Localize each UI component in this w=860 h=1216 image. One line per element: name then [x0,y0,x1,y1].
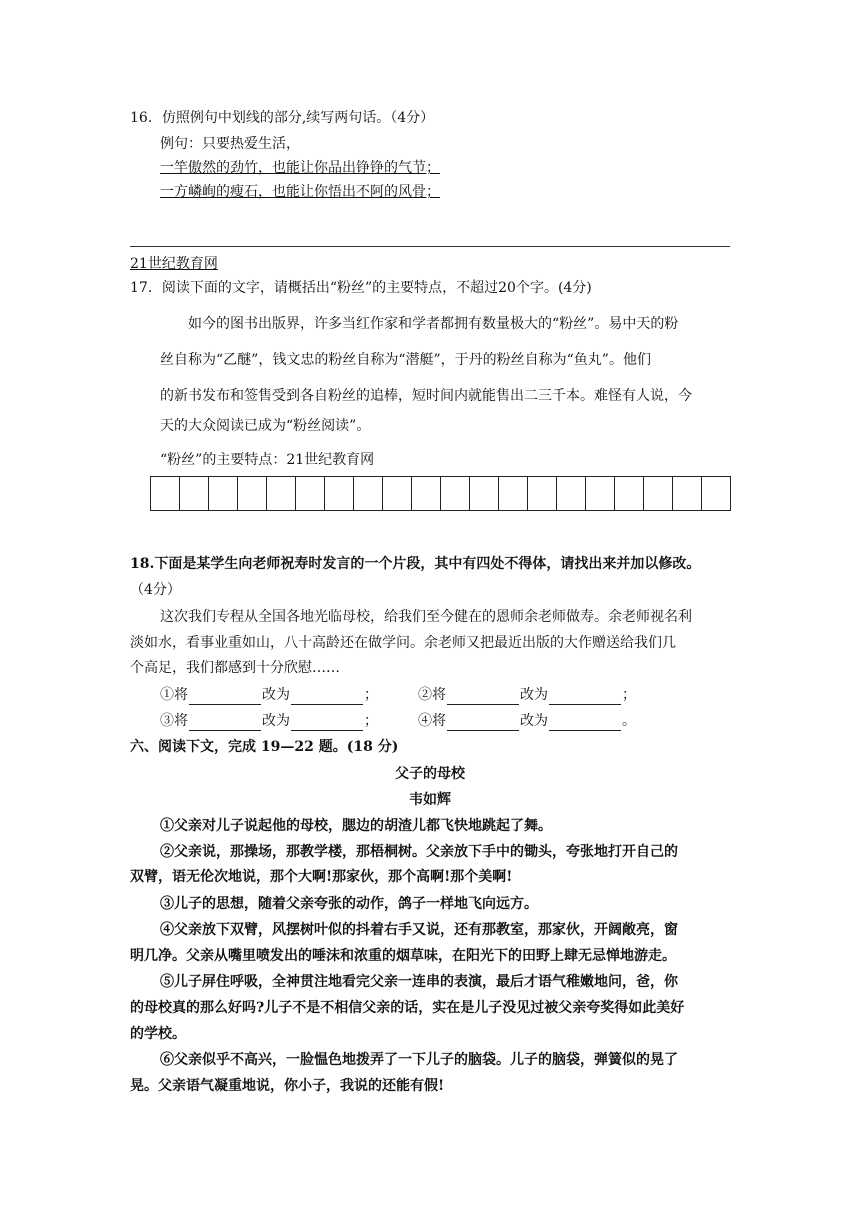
fill-3-mid: 改为 [262,713,290,729]
q16-example-line-1: 一竿傲然的劲竹，也能让你品出铮铮的气节； [160,160,440,176]
answer-divider-line [130,246,730,247]
answer-grid-cell[interactable] [644,477,673,511]
passage-author: 韦如辉 [409,792,451,808]
fill-2-prefix: ②将 [418,687,446,703]
fill-2-blank-b[interactable] [549,690,621,705]
q16-example-label: 例句：只要热爱生活， [160,136,300,152]
fill-2-mid: 改为 [520,687,548,703]
fill-4-blank-b[interactable] [549,716,621,731]
q18-paragraph-line-1: 这次我们专程从全国各地光临母校，给我们至今健在的恩师余老师做寿。余老师视名利 [160,609,692,625]
section-6-heading: 六、阅读下文，完成 19—22 题。(18 分) [130,739,399,755]
q18-paragraph-line-3: 个高足，我们都感到十分欣慰…… [130,660,340,676]
fill-2-end: ； [622,687,636,703]
answer-grid-cell[interactable] [586,477,615,511]
q18-fill-item-4 [418,711,636,731]
fill-3-blank-a[interactable] [189,716,261,731]
watermark-text: 21世纪教育网 [130,256,218,272]
answer-grid-cell[interactable] [180,477,209,511]
q17-paragraph-line-3: 的新书发布和签售受到各自粉丝的追棒，短时间内就能售出二三千本。难怪有人说，今 [160,388,692,404]
answer-grid-cell[interactable] [702,477,731,511]
q18-fill-item-2 [418,685,636,705]
passage-paragraph-5-line-3: 的学校。 [130,1026,186,1042]
fill-4-blank-a[interactable] [447,716,519,731]
passage-paragraph-1: ①父亲对儿子说起他的母校，腮边的胡渣儿都飞快地跳起了舞。 [160,818,552,834]
passage-paragraph-5-line-1: ⑤儿子屏住呼吸，全神贯注地看完父亲一连串的表演，最后才语气稚嫩地问，爸，你 [160,974,678,990]
answer-grid-cell[interactable] [441,477,470,511]
q16-stem: 16．仿照例句中划线的部分,续写两句话。（4分） [130,110,435,126]
answer-grid-cell[interactable] [673,477,702,511]
passage-paragraph-6-line-2: 晃。父亲语气凝重地说，你小子，我说的还能有假! [130,1078,445,1094]
fill-4-end: 。 [622,713,636,729]
q17-paragraph-line-1: 如今的图书出版界，许多当红作家和学者都拥有数量极大的“粉丝”。易中天的粉 [188,316,679,332]
answer-grid-cell[interactable] [267,477,296,511]
fill-1-blank-a[interactable] [189,690,261,705]
q18-stem-line-1: 18.下面是某学生向老师祝寿时发言的一个片段，其中有四处不得体，请找出来并加以修改。 [130,556,701,572]
q16-example-line-2: 一方嶙峋的瘦石，也能让你悟出不阿的风骨； [160,184,440,200]
answer-grid-cell[interactable] [354,477,383,511]
passage-paragraph-2-line-2: 双臂，语无伦次地说，那个大啊!那家伙，那个高啊!那个美啊! [130,869,513,885]
passage-paragraph-6-line-1: ⑥父亲似乎不高兴，一脸愠色地拨弄了一下儿子的脑袋。儿子的脑袋，弹簧似的晃了 [160,1052,678,1068]
fill-3-prefix: ③将 [160,713,188,729]
fill-1-end: ； [364,687,378,703]
answer-grid-cell[interactable] [528,477,557,511]
passage-paragraph-2-line-1: ②父亲说，那操场，那教学楼，那梧桐树。父亲放下手中的锄头，夸张地打开自己的 [160,844,678,860]
answer-grid-cell[interactable] [238,477,267,511]
fill-3-end: ； [364,713,378,729]
fill-4-mid: 改为 [520,713,548,729]
fill-1-mid: 改为 [262,687,290,703]
q17-stem: 17．阅读下面的文字，请概括出“粉丝”的主要特点，不超过20个字。(4分) [130,280,592,296]
passage-paragraph-4-line-1: ④父亲放下双臂，风摆树叶似的抖着右手又说，还有那教室，那家伙，开阔敞亮，窗 [160,922,678,938]
passage-paragraph-5-line-2: 的母校真的那么好吗?儿子不是不相信父亲的话，实在是儿子没见过被父亲夸奖得如此美好 [130,1000,685,1016]
passage-paragraph-3: ③儿子的思想，随着父亲夸张的动作，鸽子一样地飞向远方。 [160,896,538,912]
answer-grid-cell[interactable] [296,477,325,511]
fill-1-blank-b[interactable] [291,690,363,705]
answer-grid-cell[interactable] [557,477,586,511]
answer-grid-cell[interactable] [470,477,499,511]
q17-paragraph-line-4: 天的大众阅读已成为“粉丝阅读”。 [160,418,371,434]
answer-grid-cell[interactable] [151,477,180,511]
q17-paragraph-line-2: 丝自称为“乙醚”，钱文忠的粉丝自称为“潜艇”，于丹的粉丝自称为“鱼丸”。他们 [160,352,651,368]
q18-stem-line-2: （4分） [130,582,181,598]
q18-paragraph-line-2: 淡如水，看事业重如山，八十高龄还在做学问。余老师又把最近出版的大作赠送给我们几 [130,635,676,651]
answer-grid-cell[interactable] [615,477,644,511]
answer-grid[interactable] [150,476,731,511]
fill-3-blank-b[interactable] [291,716,363,731]
answer-grid-cell[interactable] [325,477,354,511]
passage-title: 父子的母校 [395,766,465,782]
fill-1-prefix: ①将 [160,687,188,703]
q17-answer-label: “粉丝”的主要特点：21世纪教育网 [160,452,375,468]
answer-grid-cell[interactable] [383,477,412,511]
q18-fill-item-1 [160,685,378,705]
answer-grid-cell[interactable] [209,477,238,511]
fill-2-blank-a[interactable] [447,690,519,705]
answer-grid-cell[interactable] [412,477,441,511]
answer-grid-cell[interactable] [499,477,528,511]
q18-fill-item-3 [160,711,378,731]
passage-paragraph-4-line-2: 明几净。父亲从嘴里喷发出的唾沫和浓重的烟草味，在阳光下的田野上肆无忌惮地游走。 [130,948,676,964]
fill-4-prefix: ④将 [418,713,446,729]
